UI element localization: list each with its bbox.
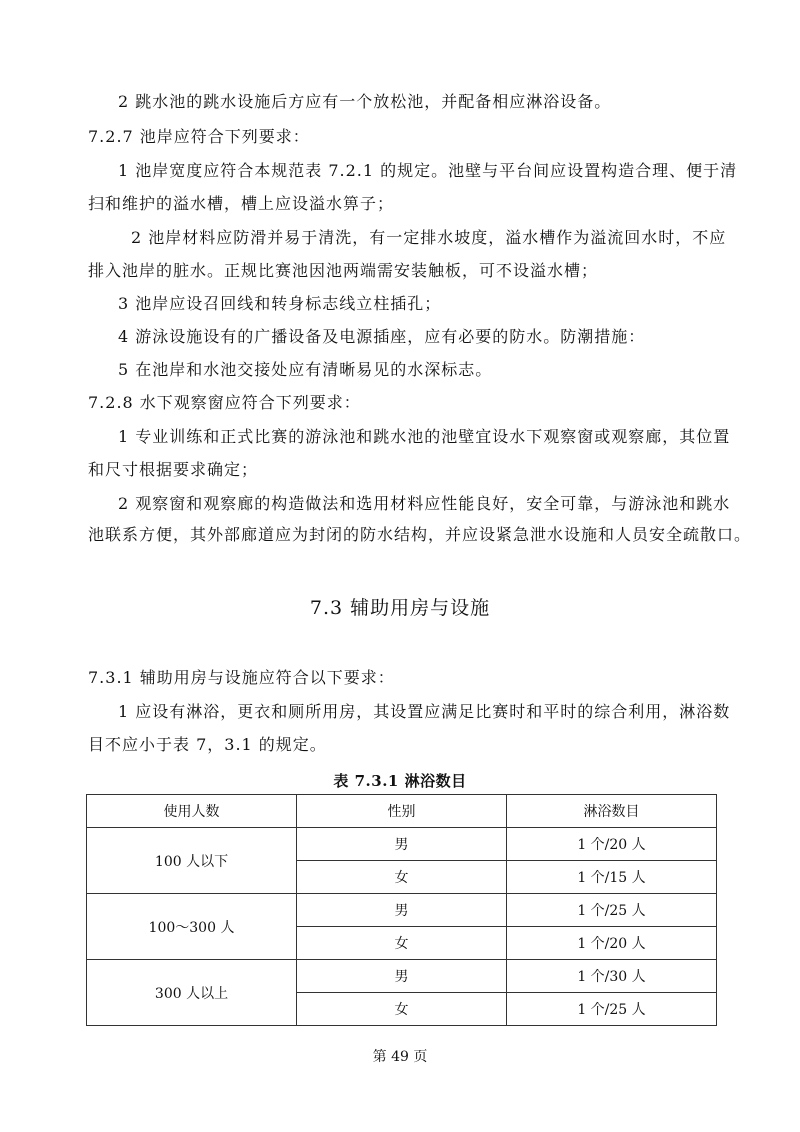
table-header-row (87, 795, 717, 828)
header-cell: 性别 (297, 795, 507, 828)
paragraph-line: 1 专业训练和正式比赛的游泳池和跳水池的池壁宜设水下观察窗或观察廊，其位置 (118, 427, 731, 446)
table-caption: 表 7.3.1 淋浴数目 (333, 772, 467, 790)
shower-count-cell: 1 个/25 人 (507, 993, 717, 1026)
paragraph-line: 5 在池岸和水池交接处应有清晰易见的水深标志。 (118, 360, 493, 379)
paragraph-line: 2 跳水池的跳水设施后方应有一个放松池，并配备相应淋浴设备。 (118, 92, 612, 111)
table-row (87, 828, 717, 861)
shower-count-cell: 1 个/15 人 (507, 861, 717, 894)
header-cell: 淋浴数目 (507, 795, 717, 828)
gender-cell: 男 (297, 894, 507, 927)
clause-heading: 7.2.8 水下观察窗应符合下列要求： (88, 393, 361, 412)
section-title: 7.3 辅助用房与设施 (309, 597, 491, 619)
paragraph-line: 扫和维护的溢水槽，槽上应设溢水箅子； (88, 194, 395, 213)
header-cell: 使用人数 (87, 795, 297, 828)
shower-count-table (86, 794, 717, 1026)
shower-count-cell: 1 个/20 人 (507, 828, 717, 861)
group-label-cell: 100～300 人 (87, 894, 297, 960)
page-number: 第 49 页 (372, 1049, 428, 1065)
paragraph-line: 3 池岸应设召回线和转身标志线立柱插孔； (118, 294, 442, 313)
gender-cell: 女 (297, 927, 507, 960)
group-label-cell: 300 人以上 (87, 960, 297, 1026)
shower-count-cell: 1 个/20 人 (507, 927, 717, 960)
paragraph-line: 1 应设有淋浴，更衣和厕所用房，其设置应满足比赛时和平时的综合利用，淋浴数 (118, 702, 731, 721)
paragraph-line: 1 池岸宽度应符合本规范表 7.2.1 的规定。池壁与平台间应设置构造合理、便于清 (118, 161, 738, 180)
gender-cell: 男 (297, 828, 507, 861)
clause-heading: 7.2.7 池岸应符合下列要求： (88, 127, 310, 146)
paragraph-line: 2 池岸材料应防滑并易于清洗，有一定排水坡度，溢水槽作为溢流回水时，不应 (131, 228, 727, 247)
paragraph-line: 目不应小于表 7，3.1 的规定。 (88, 735, 327, 754)
gender-cell: 男 (297, 960, 507, 993)
table-row (87, 960, 717, 993)
paragraph-line: 排入池岸的脏水。正规比赛池因池两端需安装触板，可不设溢水槽； (88, 261, 599, 280)
shower-count-cell: 1 个/25 人 (507, 894, 717, 927)
table-row (87, 894, 717, 927)
paragraph-line: 和尺寸根据要求确定； (88, 460, 259, 479)
paragraph-line: 4 游泳设施设有的广播设备及电源插座，应有必要的防水。防潮措施： (118, 327, 646, 346)
paragraph-line: 池联系方便，其外部廊道应为封闭的防水结构，并应设紧急泄水设施和人员安全疏散口。 (88, 525, 752, 544)
clause-heading: 7.3.1 辅助用房与设施应符合以下要求： (88, 668, 395, 687)
shower-count-cell: 1 个/30 人 (507, 960, 717, 993)
gender-cell: 女 (297, 861, 507, 894)
gender-cell: 女 (297, 993, 507, 1026)
paragraph-line: 2 观察窗和观察廊的构造做法和选用材料应性能良好，安全可靠，与游泳池和跳水 (118, 494, 731, 513)
group-label-cell: 100 人以下 (87, 828, 297, 894)
